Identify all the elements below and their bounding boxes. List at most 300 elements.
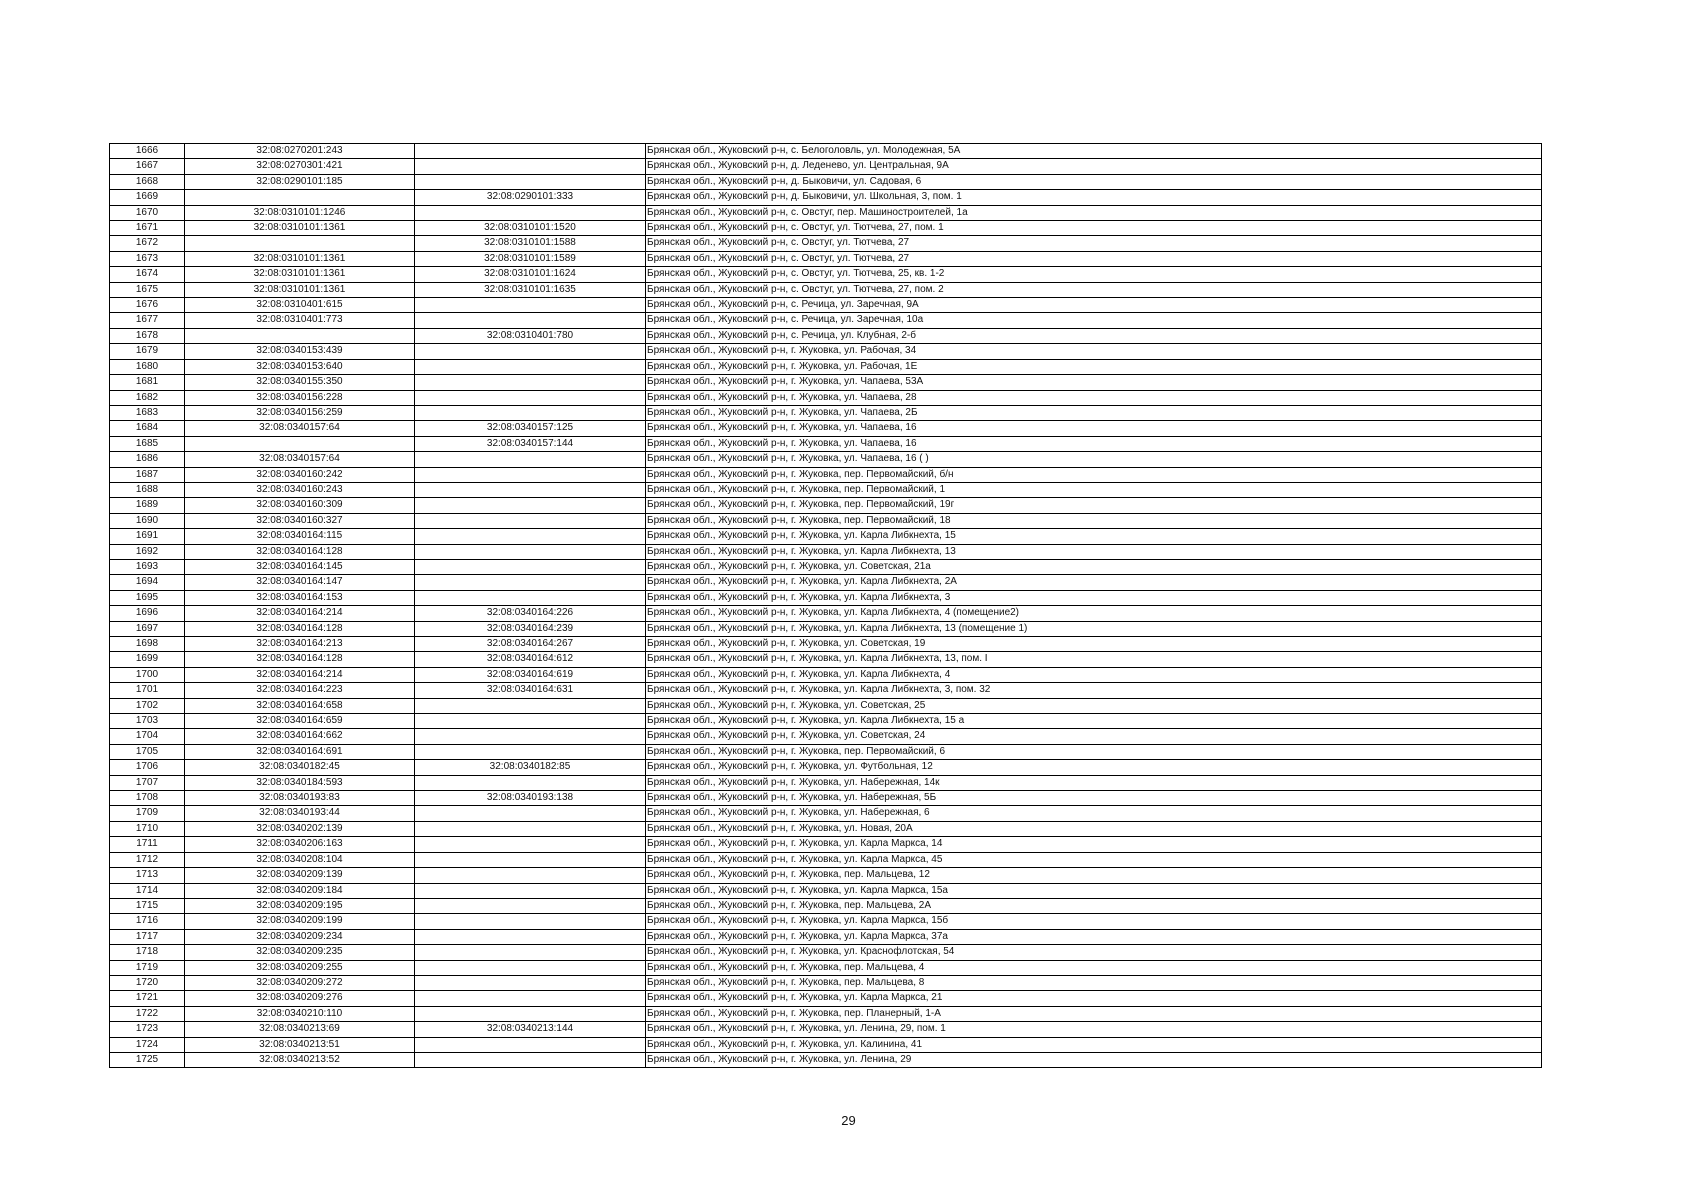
table-row [110,1052,1542,1067]
address-cell: Брянская обл., Жуковский р-н, г. Жуковка, ул. Советская, 21а [646,559,1542,574]
row-number-cell: 1690 [110,513,185,528]
building-cadastral-number-cell [415,375,646,390]
row-number-cell: 1678 [110,328,185,343]
row-number-cell: 1688 [110,482,185,497]
building-cadastral-number-cell [415,544,646,559]
row-number-cell: 1702 [110,698,185,713]
land-cadastral-number-cell: 32:08:0340209:276 [185,991,415,1006]
building-cadastral-number-cell [415,806,646,821]
land-cadastral-number-cell: 32:08:0340209:139 [185,868,415,883]
row-number-cell: 1716 [110,914,185,929]
row-number-cell: 1682 [110,390,185,405]
land-cadastral-number-cell: 32:08:0340164:128 [185,621,415,636]
row-number-cell: 1697 [110,621,185,636]
address-cell: Брянская обл., Жуковский р-н, г. Жуковка, ул. Карла Либкнехта, 13, пом. I [646,652,1542,667]
address-cell: Брянская обл., Жуковский р-н, с. Овстуг, ул. Тютчева, 27 [646,251,1542,266]
row-number-cell: 1680 [110,359,185,374]
building-cadastral-number-cell [415,991,646,1006]
building-cadastral-number-cell [415,883,646,898]
table-row [110,760,1542,775]
table-row [110,344,1542,359]
land-cadastral-number-cell: 32:08:0340156:259 [185,405,415,420]
land-cadastral-number-cell: 32:08:0270301:421 [185,159,415,174]
land-cadastral-number-cell: 32:08:0340164:659 [185,714,415,729]
row-number-cell: 1689 [110,498,185,513]
address-cell: Брянская обл., Жуковский р-н, г. Жуковка, ул. Карла Либкнехта, 15 [646,529,1542,544]
address-cell: Брянская обл., Жуковский р-н, г. Жуковка, ул. Набережная, 6 [646,806,1542,821]
building-cadastral-number-cell [415,714,646,729]
land-cadastral-number-cell: 32:08:0340164:115 [185,529,415,544]
address-cell: Брянская обл., Жуковский р-н, г. Жуковка, пер. Планерный, 1-А [646,1006,1542,1021]
table-row [110,529,1542,544]
land-cadastral-number-cell: 32:08:0340164:213 [185,637,415,652]
address-cell: Брянская обл., Жуковский р-н, с. Овстуг, пер. Машиностроителей, 1а [646,205,1542,220]
building-cadastral-number-cell: 32:08:0310101:1520 [415,221,646,236]
table-row [110,975,1542,990]
building-cadastral-number-cell [415,344,646,359]
table-row [110,467,1542,482]
row-number-cell: 1681 [110,375,185,390]
building-cadastral-number-cell [415,775,646,790]
land-cadastral-number-cell: 32:08:0340210:110 [185,1006,415,1021]
land-cadastral-number-cell: 32:08:0340209:195 [185,898,415,913]
land-cadastral-number-cell: 32:08:0340184:593 [185,775,415,790]
land-cadastral-number-cell: 32:08:0340209:235 [185,945,415,960]
address-cell: Брянская обл., Жуковский р-н, г. Жуковка, ул. Калинина, 41 [646,1037,1542,1052]
land-cadastral-number-cell: 32:08:0340160:327 [185,513,415,528]
table-row [110,667,1542,682]
table-row [110,1037,1542,1052]
land-cadastral-number-cell: 32:08:0340160:309 [185,498,415,513]
row-number-cell: 1720 [110,975,185,990]
table-row [110,852,1542,867]
building-cadastral-number-cell: 32:08:0310101:1589 [415,251,646,266]
building-cadastral-number-cell [415,960,646,975]
address-cell: Брянская обл., Жуковский р-н, г. Жуковка, пер. Первомайский, б/н [646,467,1542,482]
row-number-cell: 1710 [110,821,185,836]
address-cell: Брянская обл., Жуковский р-н, г. Жуковка, ул. Краснофлотская, 54 [646,945,1542,960]
building-cadastral-number-cell [415,929,646,944]
land-cadastral-number-cell: 32:08:0340209:272 [185,975,415,990]
row-number-cell: 1672 [110,236,185,251]
table-row [110,729,1542,744]
building-cadastral-number-cell [415,698,646,713]
land-cadastral-number-cell: 32:08:0270201:243 [185,144,415,159]
table-row [110,144,1542,159]
building-cadastral-number-cell: 32:08:0340182:85 [415,760,646,775]
row-number-cell: 1707 [110,775,185,790]
table-row [110,313,1542,328]
table-row [110,821,1542,836]
land-cadastral-number-cell: 32:08:0310101:1361 [185,282,415,297]
land-cadastral-number-cell: 32:08:0340153:640 [185,359,415,374]
table-row [110,205,1542,220]
address-cell: Брянская обл., Жуковский р-н, г. Жуковка, ул. Карла Маркса, 14 [646,837,1542,852]
address-cell: Брянская обл., Жуковский р-н, с. Речица, ул. Клубная, 2-б [646,328,1542,343]
address-cell: Брянская обл., Жуковский р-н, г. Жуковка, ул. Новая, 20А [646,821,1542,836]
land-cadastral-number-cell: 32:08:0340164:145 [185,559,415,574]
land-cadastral-number-cell: 32:08:0340209:184 [185,883,415,898]
table-row [110,698,1542,713]
building-cadastral-number-cell: 32:08:0340193:138 [415,791,646,806]
row-number-cell: 1717 [110,929,185,944]
building-cadastral-number-cell [415,559,646,574]
table-row [110,221,1542,236]
address-cell: Брянская обл., Жуковский р-н, г. Жуковка, ул. Футбольная, 12 [646,760,1542,775]
table-body [110,144,1542,1068]
address-cell: Брянская обл., Жуковский р-н, г. Жуковка, ул. Карла Либкнехта, 4 [646,667,1542,682]
row-number-cell: 1694 [110,575,185,590]
row-number-cell: 1705 [110,744,185,759]
address-cell: Брянская обл., Жуковский р-н, г. Жуковка, пер. Мальцева, 12 [646,868,1542,883]
row-number-cell: 1708 [110,791,185,806]
row-number-cell: 1718 [110,945,185,960]
land-cadastral-number-cell: 32:08:0340164:128 [185,652,415,667]
address-cell: Брянская обл., Жуковский р-н, д. Леденево, ул. Центральная, 9А [646,159,1542,174]
building-cadastral-number-cell [415,821,646,836]
building-cadastral-number-cell: 32:08:0340157:144 [415,436,646,451]
land-cadastral-number-cell [185,436,415,451]
land-cadastral-number-cell [185,236,415,251]
table-row [110,482,1542,497]
land-cadastral-number-cell: 32:08:0340209:199 [185,914,415,929]
building-cadastral-number-cell [415,1052,646,1067]
row-number-cell: 1693 [110,559,185,574]
table-row [110,868,1542,883]
table-row [110,683,1542,698]
building-cadastral-number-cell [415,390,646,405]
table-row [110,282,1542,297]
row-number-cell: 1684 [110,421,185,436]
table-row [110,390,1542,405]
land-cadastral-number-cell: 32:08:0310401:615 [185,298,415,313]
table-row [110,190,1542,205]
row-number-cell: 1673 [110,251,185,266]
table-row [110,606,1542,621]
land-cadastral-number-cell: 32:08:0340213:69 [185,1022,415,1037]
address-cell: Брянская обл., Жуковский р-н, г. Жуковка, ул. Карла Маркса, 45 [646,852,1542,867]
address-cell: Брянская обл., Жуковский р-н, г. Жуковка, пер. Мальцева, 8 [646,975,1542,990]
row-number-cell: 1704 [110,729,185,744]
table-row [110,621,1542,636]
building-cadastral-number-cell: 32:08:0340164:631 [415,683,646,698]
address-cell: Брянская обл., Жуковский р-н, с. Овстуг, ул. Тютчева, 25, кв. 1-2 [646,267,1542,282]
table-row [110,405,1542,420]
building-cadastral-number-cell [415,729,646,744]
table-row [110,359,1542,374]
address-cell: Брянская обл., Жуковский р-н, г. Жуковка, ул. Карла Маркса, 37а [646,929,1542,944]
address-cell: Брянская обл., Жуковский р-н, с. Речица, ул. Заречная, 9А [646,298,1542,313]
land-cadastral-number-cell [185,328,415,343]
building-cadastral-number-cell: 32:08:0290101:333 [415,190,646,205]
table-row [110,251,1542,266]
building-cadastral-number-cell [415,482,646,497]
row-number-cell: 1699 [110,652,185,667]
building-cadastral-number-cell [415,498,646,513]
building-cadastral-number-cell [415,945,646,960]
row-number-cell: 1677 [110,313,185,328]
land-cadastral-number-cell: 32:08:0290101:185 [185,174,415,189]
building-cadastral-number-cell: 32:08:0340213:144 [415,1022,646,1037]
building-cadastral-number-cell [415,205,646,220]
building-cadastral-number-cell: 32:08:0310101:1588 [415,236,646,251]
row-number-cell: 1722 [110,1006,185,1021]
address-cell: Брянская обл., Жуковский р-н, г. Жуковка, ул. Рабочая, 34 [646,344,1542,359]
table-row [110,513,1542,528]
row-number-cell: 1691 [110,529,185,544]
land-cadastral-number-cell: 32:08:0310101:1361 [185,267,415,282]
land-cadastral-number-cell: 32:08:0310401:773 [185,313,415,328]
row-number-cell: 1715 [110,898,185,913]
address-cell: Брянская обл., Жуковский р-н, с. Белоголовль, ул. Молодежная, 5А [646,144,1542,159]
table-row [110,898,1542,913]
row-number-cell: 1696 [110,606,185,621]
land-cadastral-number-cell: 32:08:0340193:83 [185,791,415,806]
building-cadastral-number-cell: 32:08:0340164:226 [415,606,646,621]
land-cadastral-number-cell: 32:08:0310101:1246 [185,205,415,220]
building-cadastral-number-cell [415,975,646,990]
land-cadastral-number-cell: 32:08:0310101:1361 [185,251,415,266]
building-cadastral-number-cell: 32:08:0340157:125 [415,421,646,436]
table-row [110,945,1542,960]
table-row [110,744,1542,759]
building-cadastral-number-cell [415,405,646,420]
row-number-cell: 1692 [110,544,185,559]
land-cadastral-number-cell: 32:08:0340164:223 [185,683,415,698]
building-cadastral-number-cell [415,452,646,467]
address-cell: Брянская обл., Жуковский р-н, г. Жуковка, пер. Мальцева, 4 [646,960,1542,975]
address-cell: Брянская обл., Жуковский р-н, г. Жуковка, ул. Набережная, 14к [646,775,1542,790]
row-number-cell: 1674 [110,267,185,282]
row-number-cell: 1701 [110,683,185,698]
building-cadastral-number-cell [415,852,646,867]
row-number-cell: 1675 [110,282,185,297]
row-number-cell: 1685 [110,436,185,451]
table-row [110,991,1542,1006]
building-cadastral-number-cell [415,313,646,328]
table-row [110,914,1542,929]
address-cell: Брянская обл., Жуковский р-н, г. Жуковка, ул. Ленина, 29 [646,1052,1542,1067]
land-cadastral-number-cell: 32:08:0340193:44 [185,806,415,821]
table-row [110,637,1542,652]
row-number-cell: 1679 [110,344,185,359]
address-cell: Брянская обл., Жуковский р-н, г. Жуковка, пер. Мальцева, 2А [646,898,1542,913]
page-number: 29 [841,1113,856,1128]
row-number-cell: 1667 [110,159,185,174]
address-cell: Брянская обл., Жуковский р-н, д. Быковичи, ул. Школьная, 3, пом. 1 [646,190,1542,205]
table-row [110,559,1542,574]
row-number-cell: 1721 [110,991,185,1006]
table-row [110,375,1542,390]
table-row [110,590,1542,605]
row-number-cell: 1670 [110,205,185,220]
address-cell: Брянская обл., Жуковский р-н, г. Жуковка, ул. Карла Либкнехта, 3, пом. 32 [646,683,1542,698]
address-cell: Брянская обл., Жуковский р-н, с. Речица, ул. Заречная, 10а [646,313,1542,328]
building-cadastral-number-cell: 32:08:0310101:1635 [415,282,646,297]
land-cadastral-number-cell: 32:08:0340209:234 [185,929,415,944]
row-number-cell: 1687 [110,467,185,482]
address-cell: Брянская обл., Жуковский р-н, г. Жуковка, ул. Советская, 25 [646,698,1542,713]
row-number-cell: 1711 [110,837,185,852]
table-row [110,652,1542,667]
address-cell: Брянская обл., Жуковский р-н, г. Жуковка, ул. Чапаева, 28 [646,390,1542,405]
land-cadastral-number-cell: 32:08:0340153:439 [185,344,415,359]
table-row [110,837,1542,852]
building-cadastral-number-cell: 32:08:0340164:239 [415,621,646,636]
land-cadastral-number-cell [185,190,415,205]
table-row [110,1022,1542,1037]
address-cell: Брянская обл., Жуковский р-н, г. Жуковка, ул. Чапаева, 16 [646,421,1542,436]
building-cadastral-number-cell [415,744,646,759]
table-row [110,714,1542,729]
table-row [110,174,1542,189]
land-cadastral-number-cell: 32:08:0340182:45 [185,760,415,775]
land-cadastral-number-cell: 32:08:0340164:128 [185,544,415,559]
land-cadastral-number-cell: 32:08:0340208:104 [185,852,415,867]
building-cadastral-number-cell [415,837,646,852]
address-cell: Брянская обл., Жуковский р-н, г. Жуковка, пер. Первомайский, 19г [646,498,1542,513]
row-number-cell: 1668 [110,174,185,189]
address-cell: Брянская обл., Жуковский р-н, г. Жуковка, ул. Чапаева, 16 [646,436,1542,451]
table-row [110,960,1542,975]
land-cadastral-number-cell: 32:08:0340157:64 [185,421,415,436]
address-cell: Брянская обл., Жуковский р-н, г. Жуковка, ул. Карла Маркса, 15а [646,883,1542,898]
row-number-cell: 1700 [110,667,185,682]
row-number-cell: 1686 [110,452,185,467]
row-number-cell: 1725 [110,1052,185,1067]
row-number-cell: 1719 [110,960,185,975]
land-cadastral-number-cell: 32:08:0340164:147 [185,575,415,590]
land-cadastral-number-cell: 32:08:0340164:214 [185,606,415,621]
address-cell: Брянская обл., Жуковский р-н, г. Жуковка, ул. Карла Либкнехта, 15 а [646,714,1542,729]
table-row [110,544,1542,559]
building-cadastral-number-cell [415,590,646,605]
row-number-cell: 1671 [110,221,185,236]
address-cell: Брянская обл., Жуковский р-н, г. Жуковка, ул. Чапаева, 2Б [646,405,1542,420]
table-row [110,436,1542,451]
land-cadastral-number-cell: 32:08:0340164:214 [185,667,415,682]
building-cadastral-number-cell [415,159,646,174]
building-cadastral-number-cell: 32:08:0340164:267 [415,637,646,652]
address-cell: Брянская обл., Жуковский р-н, г. Жуковка, ул. Советская, 19 [646,637,1542,652]
row-number-cell: 1706 [110,760,185,775]
table-row [110,498,1542,513]
address-cell: Брянская обл., Жуковский р-н, г. Жуковка, ул. Набережная, 5Б [646,791,1542,806]
land-cadastral-number-cell: 32:08:0340202:139 [185,821,415,836]
property-table [109,143,1542,1068]
address-cell: Брянская обл., Жуковский р-н, г. Жуковка, ул. Ленина, 29, пом. 1 [646,1022,1542,1037]
building-cadastral-number-cell [415,914,646,929]
building-cadastral-number-cell [415,1037,646,1052]
table-row [110,267,1542,282]
building-cadastral-number-cell [415,898,646,913]
address-cell: Брянская обл., Жуковский р-н, с. Овстуг, ул. Тютчева, 27, пом. 1 [646,221,1542,236]
table-row [110,298,1542,313]
table-row [110,775,1542,790]
land-cadastral-number-cell: 32:08:0340164:658 [185,698,415,713]
land-cadastral-number-cell: 32:08:0310101:1361 [185,221,415,236]
table-row [110,791,1542,806]
row-number-cell: 1724 [110,1037,185,1052]
table-row [110,575,1542,590]
address-cell: Брянская обл., Жуковский р-н, г. Жуковка, ул. Карла Либкнехта, 2А [646,575,1542,590]
building-cadastral-number-cell [415,529,646,544]
address-cell: Брянская обл., Жуковский р-н, г. Жуковка, ул. Карла Либкнехта, 13 (помещение 1) [646,621,1542,636]
building-cadastral-number-cell: 32:08:0310401:780 [415,328,646,343]
address-cell: Брянская обл., Жуковский р-н, г. Жуковка, ул. Советская, 24 [646,729,1542,744]
table-row [110,452,1542,467]
row-number-cell: 1666 [110,144,185,159]
table-row [110,806,1542,821]
land-cadastral-number-cell: 32:08:0340213:51 [185,1037,415,1052]
address-cell: Брянская обл., Жуковский р-н, г. Жуковка, пер. Первомайский, 6 [646,744,1542,759]
land-cadastral-number-cell: 32:08:0340155:350 [185,375,415,390]
land-cadastral-number-cell: 32:08:0340206:163 [185,837,415,852]
building-cadastral-number-cell [415,868,646,883]
building-cadastral-number-cell: 32:08:0310101:1624 [415,267,646,282]
address-cell: Брянская обл., Жуковский р-н, г. Жуковка, ул. Чапаева, 16 ( ) [646,452,1542,467]
land-cadastral-number-cell: 32:08:0340160:242 [185,467,415,482]
table-row [110,236,1542,251]
table-row [110,929,1542,944]
land-cadastral-number-cell: 32:08:0340156:228 [185,390,415,405]
row-number-cell: 1709 [110,806,185,821]
building-cadastral-number-cell: 32:08:0340164:619 [415,667,646,682]
row-number-cell: 1669 [110,190,185,205]
building-cadastral-number-cell [415,575,646,590]
address-cell: Брянская обл., Жуковский р-н, д. Быковичи, ул. Садовая, 6 [646,174,1542,189]
address-cell: Брянская обл., Жуковский р-н, г. Жуковка, пер. Первомайский, 1 [646,482,1542,497]
address-cell: Брянская обл., Жуковский р-н, г. Жуковка, ул. Карла Маркса, 15б [646,914,1542,929]
address-cell: Брянская обл., Жуковский р-н, г. Жуковка, ул. Чапаева, 53А [646,375,1542,390]
land-cadastral-number-cell: 32:08:0340164:691 [185,744,415,759]
row-number-cell: 1714 [110,883,185,898]
row-number-cell: 1695 [110,590,185,605]
address-cell: Брянская обл., Жуковский р-н, г. Жуковка, ул. Карла Либкнехта, 13 [646,544,1542,559]
address-cell: Брянская обл., Жуковский р-н, г. Жуковка, ул. Карла Либкнехта, 3 [646,590,1542,605]
building-cadastral-number-cell [415,513,646,528]
building-cadastral-number-cell [415,174,646,189]
row-number-cell: 1713 [110,868,185,883]
table-row [110,328,1542,343]
row-number-cell: 1683 [110,405,185,420]
land-cadastral-number-cell: 32:08:0340164:662 [185,729,415,744]
building-cadastral-number-cell [415,144,646,159]
address-cell: Брянская обл., Жуковский р-н, г. Жуковка, ул. Рабочая, 1Е [646,359,1542,374]
building-cadastral-number-cell: 32:08:0340164:612 [415,652,646,667]
address-cell: Брянская обл., Жуковский р-н, г. Жуковка, ул. Карла Либкнехта, 4 (помещение2) [646,606,1542,621]
table-row [110,883,1542,898]
land-cadastral-number-cell: 32:08:0340209:255 [185,960,415,975]
address-cell: Брянская обл., Жуковский р-н, г. Жуковка, пер. Первомайский, 18 [646,513,1542,528]
row-number-cell: 1723 [110,1022,185,1037]
building-cadastral-number-cell [415,359,646,374]
row-number-cell: 1698 [110,637,185,652]
row-number-cell: 1703 [110,714,185,729]
address-cell: Брянская обл., Жуковский р-н, г. Жуковка, ул. Карла Маркса, 21 [646,991,1542,1006]
land-cadastral-number-cell: 32:08:0340160:243 [185,482,415,497]
land-cadastral-number-cell: 32:08:0340157:64 [185,452,415,467]
table-row [110,159,1542,174]
table-row [110,421,1542,436]
address-cell: Брянская обл., Жуковский р-н, с. Овстуг, ул. Тютчева, 27, пом. 2 [646,282,1542,297]
land-cadastral-number-cell: 32:08:0340164:153 [185,590,415,605]
building-cadastral-number-cell [415,1006,646,1021]
table-row [110,1006,1542,1021]
row-number-cell: 1676 [110,298,185,313]
row-number-cell: 1712 [110,852,185,867]
building-cadastral-number-cell [415,467,646,482]
